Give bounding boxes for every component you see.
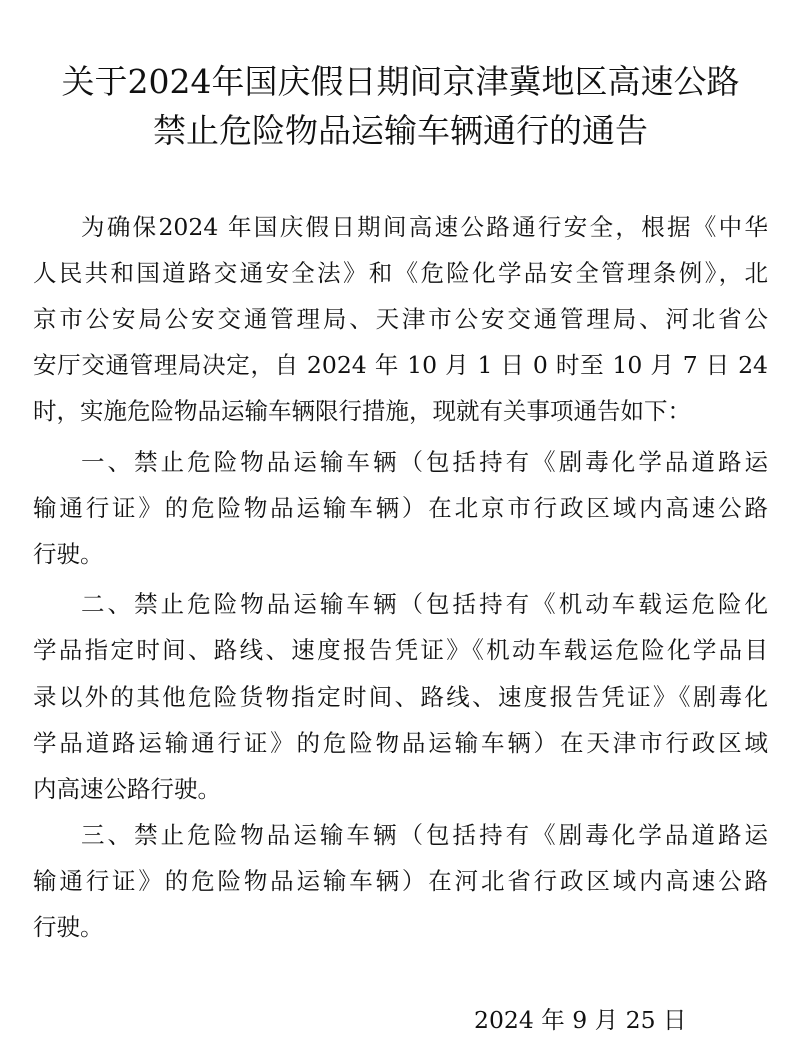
item3-line-3: 行驶。: [33, 913, 104, 941]
item2-line-5: 内高速公路行驶。: [33, 775, 221, 803]
item3-line-2: 输通行证》的危险物品运输车辆）在河北省行政区域内高速公路: [33, 867, 768, 895]
item2-line-3: 录以外的其他危险货物指定时间、路线、速度报告凭证》《剧毒化: [33, 683, 768, 711]
item1-line-2: 输通行证》的危险物品运输车辆）在北京市行政区域内高速公路: [33, 494, 768, 522]
title-line-2: 禁止危险物品运输车辆通行的通告: [153, 111, 648, 150]
item1-line-1: 一、禁止危险物品运输车辆（包括持有《剧毒化学品道路运: [81, 448, 768, 476]
item3-line-1: 三、禁止危险物品运输车辆（包括持有《剧毒化学品道路运: [81, 821, 768, 849]
item2-line-4: 学品道路运输通行证》的危险物品运输车辆）在天津市行政区域: [33, 729, 768, 757]
intro-line-4: 安厅交通管理局决定，自 2024 年 10 月 1 日 0 时至 10 月 7 日 24: [33, 351, 768, 379]
item2-line-2: 学品指定时间、路线、速度报告凭证》《机动车载运危险化学品目: [33, 636, 768, 664]
intro-line-2: 人民共和国道路交通安全法》和《危险化学品安全管理条例》，北: [33, 259, 768, 287]
item1-line-3: 行驶。: [33, 540, 104, 568]
intro-line-1: 为确保2024 年国庆假日期间高速公路通行安全，根据《中华: [81, 213, 768, 241]
title-line-1: 关于2024年国庆假日期间京津冀地区高速公路: [61, 62, 740, 101]
intro-line-5: 时，实施危险物品运输车辆限行措施，现就有关事项通告如下：: [33, 397, 691, 425]
notice-date: 2024 年 9 月 25 日: [474, 1006, 687, 1034]
intro-line-3: 京市公安局公安交通管理局、天津市公安交通管理局、河北省公: [33, 305, 768, 333]
item2-line-1: 二、禁止危险物品运输车辆（包括持有《机动车载运危险化: [81, 590, 768, 618]
